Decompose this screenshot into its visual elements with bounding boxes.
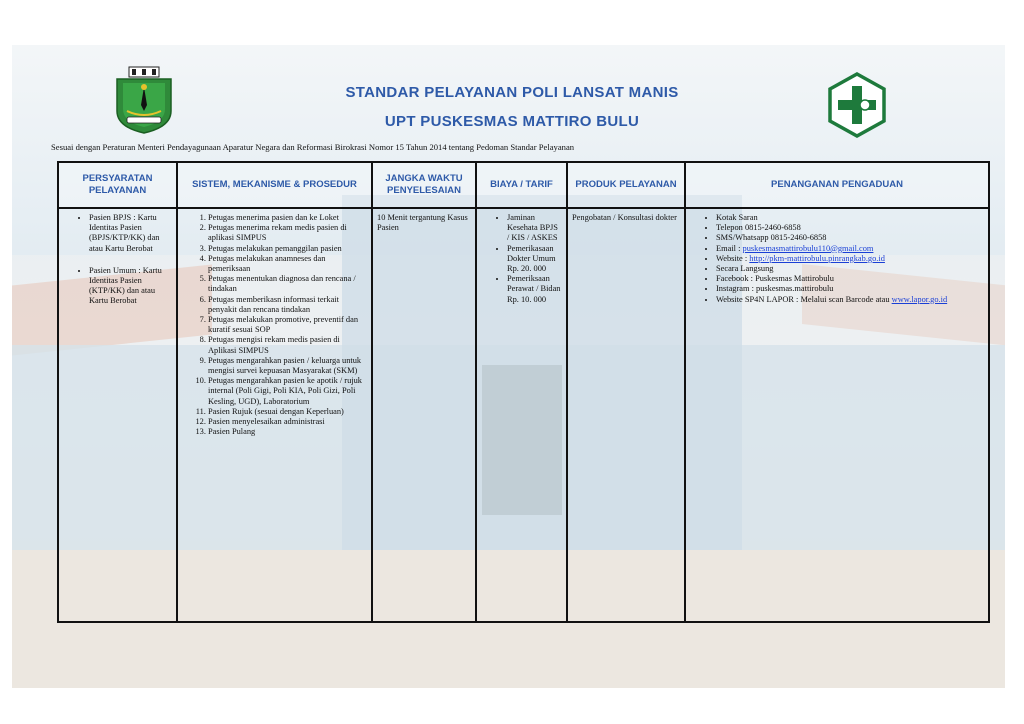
table-header-row [58, 162, 989, 208]
produk-cell: Pengobatan / Konsultasi dokter [567, 208, 685, 622]
list-item: 3. Petugas melakukan pemanggilan pasien [208, 244, 367, 254]
list-item: • SMS/Whatsapp 0815-2460-6858 [716, 233, 984, 243]
list-item: 8. Petugas mengisi rekam medis pasien di Aplikasi SIMPUS [208, 335, 367, 355]
table-row [58, 208, 989, 622]
sistem-cell [177, 208, 372, 622]
list-item: 6. Petugas memberikasn informasi terkait penyakit dan rencana tindakan [208, 295, 367, 315]
list-item: 9. Petugas mengarahkan pasien / keluarga untuk mengisi survei kepuasan Masyarakat (SKM) [208, 356, 367, 376]
list-item: • Pasien Umum : Kartu Identitas Pasien (KTP/KK) dan atau Kartu Berobat [89, 266, 172, 307]
lapor-link[interactable]: www.lapor.go.id [891, 294, 948, 304]
list-item: 11. Pasien Rujuk (sesuai dengan Keperluan) [208, 407, 367, 417]
website-link[interactable]: http://pkm-mattirobulu.pinrangkab.go.id [749, 253, 885, 263]
page-title: STANDAR PELAYANAN POLI LANSAT MANIS [345, 84, 679, 101]
list-item [716, 295, 984, 305]
list-item: • Telepon 0815-2460-6858 [716, 223, 984, 233]
pengaduan-cell [685, 208, 989, 622]
list-item: • Facebook : Puskesmas Mattirobulu [716, 274, 984, 284]
list-item: • Jaminan Kesehata BPJS / KIS / ASKES [507, 213, 562, 244]
list-item: • Instagram : puskesmas.mattirobulu [716, 284, 984, 294]
header-produk: PRODUK PELAYANAN [567, 162, 685, 208]
list-item: • Pemerikasaan Dokter Umum Rp. 20. 000 [507, 244, 562, 275]
list-item: • Kotak Saran [716, 213, 984, 223]
header-jangka-waktu: JANGKA WAKTU PENYELESAIAN [372, 162, 476, 208]
list-item: 1. Petugas menerima pasien dan ke Loket [208, 213, 367, 223]
list-item [716, 254, 984, 264]
list-item: • Secara Langsung [716, 264, 984, 274]
sp4n-label: Website SP4N LAPOR : Melalui scan Barcode atau [716, 294, 892, 304]
list-item: 7. Petugas melakukan promotive, preventif dan kuratif sesuai SOP [208, 315, 367, 335]
email-label: Email : [716, 243, 743, 253]
list-item: 13. Pasien Pulang [208, 427, 367, 437]
website-label: Website : [716, 253, 750, 263]
header-persyaratan: PERSYARATAN PELAYANAN [58, 162, 177, 208]
header-pengaduan: PENANGANAN PENGADUAN [685, 162, 989, 208]
list-item [716, 244, 984, 254]
header-biaya: BIAYA / TARIF [476, 162, 567, 208]
jangka-waktu-cell: 10 Menit tergantung Kasus Pasien [372, 208, 476, 622]
header-sistem: SISTEM, MEKANISME & PROSEDUR [177, 162, 372, 208]
list-item: 2. Petugas menerima rekam medis pasien di aplikasi SIMPUS [208, 223, 367, 243]
organization-name: UPT PUSKESMAS MATTIRO BULU [384, 113, 640, 130]
list-item: • Pasien BPJS : Kartu Identitas Pasien (BPJS/KTP/KK) dan atau Kartu Berobat [89, 213, 172, 254]
list-item: 12. Pasien menyelesaikan administrasi [208, 417, 367, 427]
list-item: • Pemeriksaan Perawat / Bidan Rp. 10. 000 [507, 274, 562, 305]
list-item: 5. Petugas menentukan diagnosa dan rencana / tindakan [208, 274, 367, 294]
biaya-cell [476, 208, 567, 622]
email-link[interactable]: puskesmasmattirobulu110@gmail.com [742, 243, 874, 253]
list-item: 4. Petugas melakukan anamneses dan pemeriksaan [208, 254, 367, 274]
service-standard-table [57, 161, 990, 623]
persyaratan-cell [58, 208, 177, 622]
regulation-reference: Sesuai dengan Peraturan Menteri Pendayagunaan Aparatur Negara dan Reformasi Birokrasi Nomor 15 Tahun 2014 tentang Pedoman Standar Pelayanan [51, 142, 575, 152]
list-item: 10. Petugas mengarahkan pasien ke apotik / rujuk internal (Poli Gigi, Poli KIA, Poli Gizi, Poli Kesling, UGD), Laboratorium [208, 376, 367, 407]
